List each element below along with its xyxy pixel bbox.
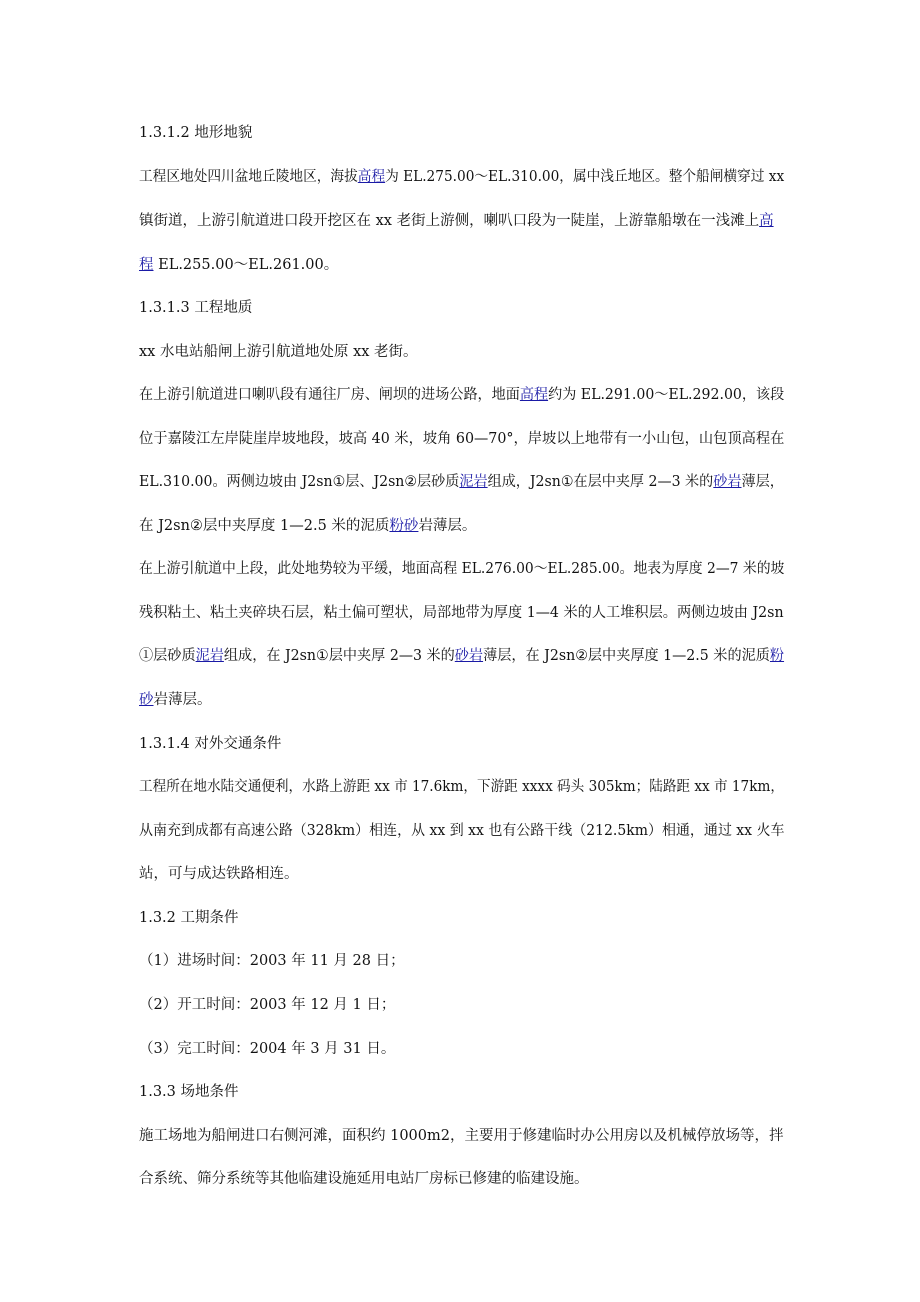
paragraph-terrain-line-3: 程 EL.255.00～EL.261.00。 — [139, 257, 339, 273]
paragraph-terrain-line-1: 工程区地处四川盆地丘陵地区，海拔高程为 EL.275.00～EL.310.00，属中浅丘地区。整个船闸横穿过 xx — [139, 169, 785, 185]
link-siltstone[interactable]: 砂 — [139, 692, 154, 708]
paragraph-geology-b-line-4: 砂岩薄层。 — [139, 692, 212, 708]
paragraph-geology-a-line-3: EL.310.00。两侧边坡由 J2sn①层、J2sn②层砂质泥岩组成，J2sn①在层中夹厚 2—3 米的砂岩薄层， — [139, 474, 784, 490]
link-elevation[interactable]: 高程 — [519, 387, 549, 403]
paragraph-transport-line-3: 站，可与成达铁路相连。 — [139, 866, 299, 882]
link-siltstone[interactable]: 粉 — [769, 648, 785, 664]
heading-1-3-1-3: 1.3.1.3 工程地质 — [139, 300, 253, 316]
paragraph-geology-a-line-1: 在上游引航道进口喇叭段有通往厂房、闸坝的进场公路，地面高程约为 EL.291.00～EL.292.00，该段 — [139, 387, 785, 403]
link-sandstone[interactable]: 砂岩 — [713, 474, 742, 490]
link-elevation[interactable]: 高程 — [357, 169, 386, 185]
paragraph-site-line-1: 施工场地为船闸进口右侧河滩，面积约 1000m2，主要用于修建临时办公用房以及机械停放场等，拌 — [139, 1128, 784, 1144]
paragraph-geology-b-line-1: 在上游引航道中上段，此处地势较为平缓，地面高程 EL.276.00～EL.285.00。地表为厚度 2—7 米的坡 — [139, 561, 785, 577]
heading-1-3-2: 1.3.2 工期条件 — [139, 910, 239, 926]
link-siltstone[interactable]: 粉砂 — [389, 518, 419, 534]
paragraph-geology-b-line-3: ①层砂质泥岩组成，在 J2sn①层中夹厚 2—3 米的砂岩薄层，在 J2sn②层中夹厚度 1—2.5 米的泥质粉 — [139, 648, 785, 664]
paragraph-terrain-line-2: 镇街道，上游引航道进口段开挖区在 xx 老街上游侧，喇叭口段为一陡崖，上游靠船墩在一浅滩上高 — [139, 213, 774, 229]
paragraph-transport-line-1: 工程所在地水陆交通便利，水路上游距 xx 市 17.6km，下游距 xxxx 码头 305km；陆路距 xx 市 17km， — [139, 779, 784, 795]
link-elevation[interactable]: 高 — [759, 213, 774, 229]
paragraph-geology-a-line-2: 位于嘉陵江左岸陡崖岸坡地段，坡高 40 米，坡角 60—70°，岸坡以上地带有一小山包，山包顶高程在 — [139, 431, 785, 447]
paragraph-site-line-2: 合系统、筛分系统等其他临建设施延用电站厂房标已修建的临建设施。 — [139, 1171, 589, 1187]
schedule-item-finish: （3）完工时间：2004 年 3 月 31 日。 — [139, 1041, 396, 1057]
link-elevation[interactable]: 程 — [139, 257, 154, 273]
heading-1-3-3: 1.3.3 场地条件 — [139, 1084, 239, 1100]
link-mudstone[interactable]: 泥岩 — [459, 474, 488, 490]
paragraph-geology-b-line-2: 残积粘土、粘土夹碎块石层，粘土偏可塑状，局部地带为厚度 1—4 米的人工堆积层。两侧边坡由 J2sn — [139, 605, 784, 621]
link-mudstone[interactable]: 泥岩 — [195, 648, 224, 664]
schedule-item-entry: （1）进场时间：2003 年 11 月 28 日； — [139, 953, 405, 969]
schedule-item-start: （2）开工时间：2003 年 12 月 1 日； — [139, 997, 396, 1013]
link-sandstone[interactable]: 砂岩 — [454, 648, 484, 664]
heading-1-3-1-4: 1.3.1.4 对外交通条件 — [139, 736, 282, 752]
paragraph-geology-intro: xx 水电站船闸上游引航道地处原 xx 老街。 — [139, 344, 418, 360]
paragraph-geology-a-line-4: 在 J2sn②层中夹厚度 1—2.5 米的泥质粉砂岩薄层。 — [139, 518, 477, 534]
paragraph-transport-line-2: 从南充到成都有高速公路（328km）相连，从 xx 到 xx 也有公路干线（212.5km）相通，通过 xx 火车 — [139, 823, 785, 839]
heading-1-3-1-2: 1.3.1.2 地形地貌 — [139, 125, 253, 141]
